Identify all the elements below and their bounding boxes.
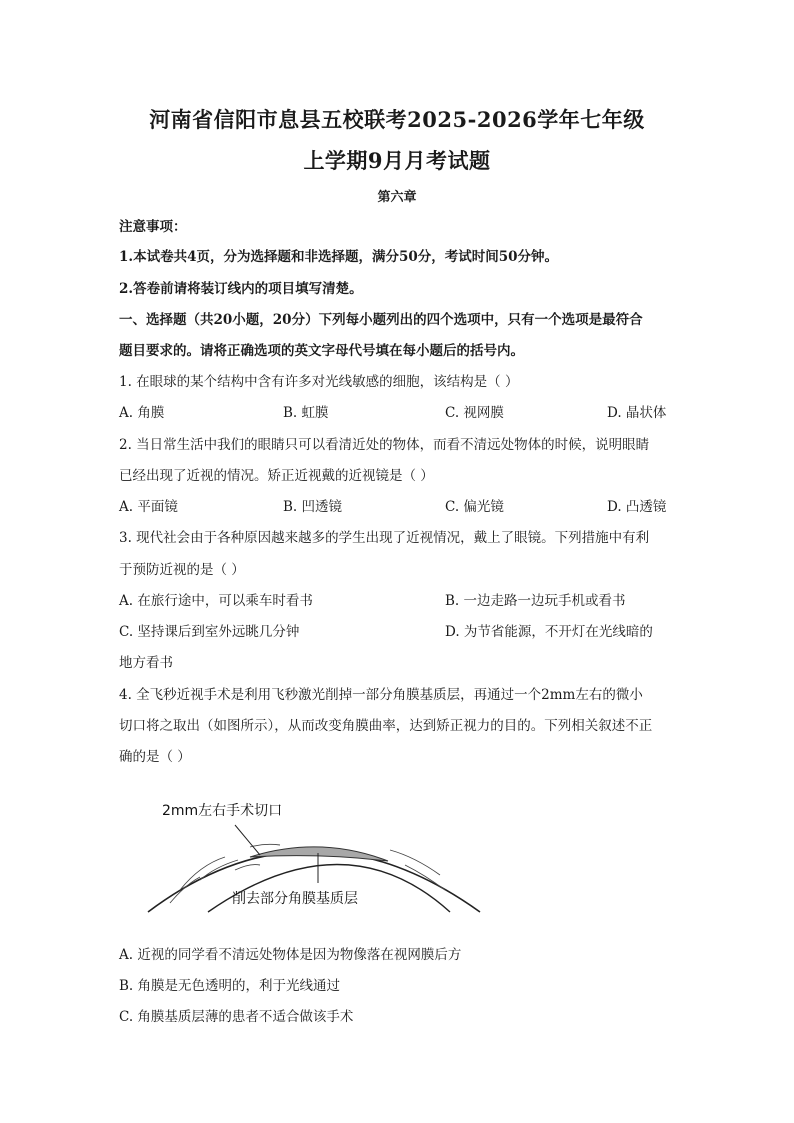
q1-option-c: C. 视网膜 xyxy=(445,405,504,421)
q4-stem-line3: 确的是（ ） xyxy=(119,749,191,765)
q4-stem-line2: 切口将之取出（如图所示），从而改变角膜曲率，达到矫正视力的目的。下列相关叙述不正 xyxy=(119,718,653,734)
notice-item-2: 2.答卷前请将装订线内的项目填写清楚。 xyxy=(119,281,363,297)
q4-option-a: A. 近视的同学看不清远处物体是因为物像落在视网膜后方 xyxy=(119,947,462,963)
q1-option-a: A. 角膜 xyxy=(119,405,165,421)
q2-stem-line1: 2. 当日常生活中我们的眼睛只可以看清近处的物体，而看不清远处物体的时候，说明眼睛 xyxy=(119,437,650,453)
q2-stem-line2: 已经出现了近视的情况。矫正近视戴的近视镜是（ ） xyxy=(119,468,434,484)
q1-option-b: B. 虹膜 xyxy=(283,405,329,421)
q2-option-b: B. 凹透镜 xyxy=(283,499,343,515)
figure-label-stroma: 削去部分角膜基质层 xyxy=(232,891,358,907)
incision-leader-line xyxy=(235,825,260,855)
exam-title-line2: 上学期9月月考试题 xyxy=(303,148,491,173)
cornea-surgery-figure xyxy=(140,795,490,920)
removed-lenticule xyxy=(250,847,388,861)
figure-label-incision: 2mm左右手术切口 xyxy=(162,803,283,819)
q3-option-a: A. 在旅行途中，可以乘车时看书 xyxy=(119,593,313,609)
q4-option-b: B. 角膜是无色透明的，利于光线通过 xyxy=(119,978,341,994)
notice-heading: 注意事项： xyxy=(119,219,187,235)
q2-option-d: D. 凸透镜 xyxy=(607,499,667,515)
q3-stem-line1: 3. 现代社会由于各种原因越来越多的学生出现了近视情况，戴上了眼镜。下列措施中有利 xyxy=(119,530,650,546)
q4-stem-line1: 4. 全飞秒近视手术是利用飞秒激光削掉一部分角膜基质层，再通过一个2mm左右的微小 xyxy=(119,687,643,703)
q1-stem: 1. 在眼球的某个结构中含有许多对光线敏感的细胞，该结构是（ ） xyxy=(119,374,519,390)
chapter-label: 第六章 xyxy=(377,190,417,205)
q3-stem-line2: 于预防近视的是（ ） xyxy=(119,562,245,578)
section1-intro-line1: 一、选择题（共20小题，20分）下列每小题列出的四个选项中，只有一个选项是最符合 xyxy=(119,312,643,328)
q3-option-c: C. 坚持课后到室外远眺几分钟 xyxy=(119,624,300,640)
q2-option-a: A. 平面镜 xyxy=(119,499,178,515)
exam-title-line1: 河南省信阳市息县五校联考2025-2026学年七年级 xyxy=(149,107,645,132)
notice-item-1: 1.本试卷共4页，分为选择题和非选择题，满分50分，考试时间50分钟。 xyxy=(119,249,559,265)
q2-option-c: C. 偏光镜 xyxy=(445,499,504,515)
q1-option-d: D. 晶状体 xyxy=(607,405,667,421)
q3-option-d-line2: 地方看书 xyxy=(119,655,173,671)
q3-option-b: B. 一边走路一边玩手机或看书 xyxy=(445,593,626,609)
q3-option-d-line1: D. 为节省能源，不开灯在光线暗的 xyxy=(445,624,653,640)
q4-option-c: C. 角膜基质层薄的患者不适合做该手术 xyxy=(119,1009,354,1025)
section1-intro-line2: 题目要求的。请将正确选项的英文字母代号填在每小题后的括号内。 xyxy=(119,343,524,359)
